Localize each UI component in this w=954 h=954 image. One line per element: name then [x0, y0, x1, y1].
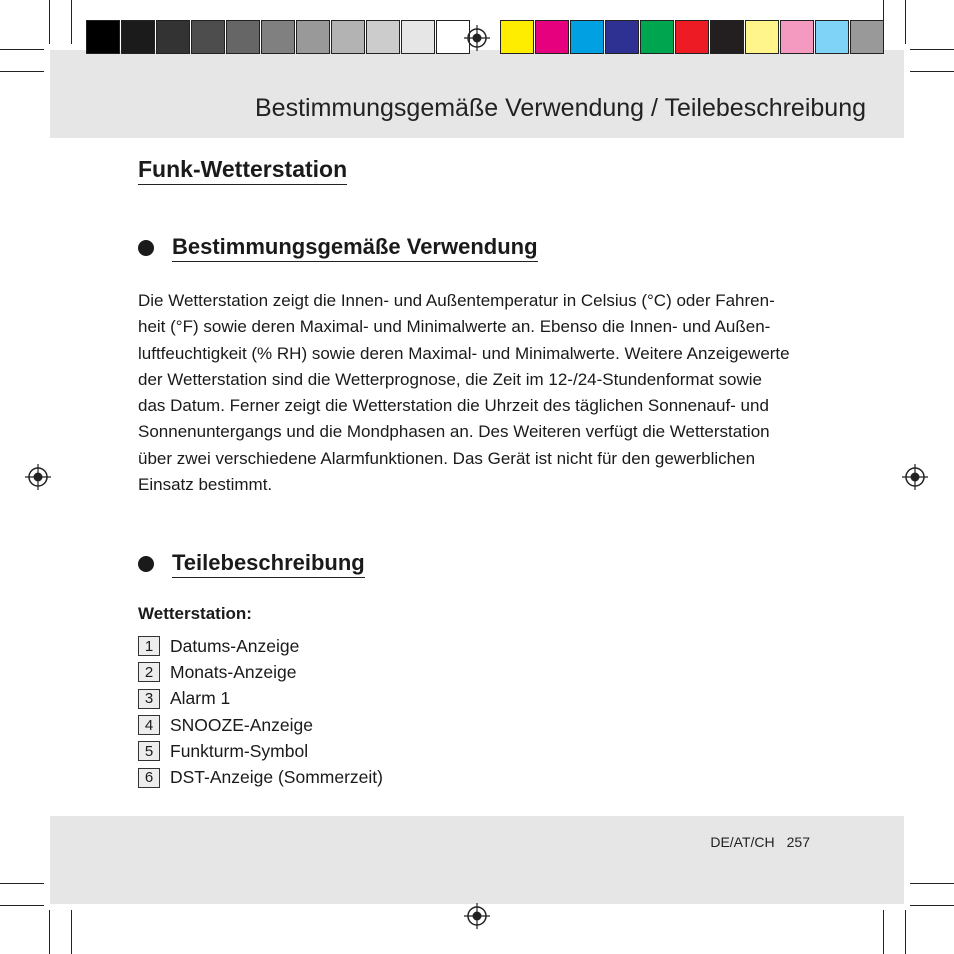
list-item	[138, 712, 383, 738]
color-swatch	[296, 20, 330, 54]
page-number: 257	[786, 834, 810, 850]
crop-mark	[49, 0, 50, 44]
color-swatch	[500, 20, 534, 54]
crop-mark	[0, 49, 44, 50]
color-swatch	[156, 20, 190, 54]
crop-mark	[0, 883, 44, 884]
part-label: DST-Anzeige (Sommerzeit)	[170, 767, 383, 788]
paragraph-line: heit (°F) sowie deren Maximal- und Minimalwerte an. Ebenso die Innen- und Außen-	[138, 317, 771, 337]
part-label: Alarm 1	[170, 688, 231, 709]
crop-mark	[910, 71, 954, 72]
color-swatch	[850, 20, 884, 54]
color-swatch	[535, 20, 569, 54]
page-header-title: Bestimmungsgemäße Verwendung / Teilebeschreibung	[254, 94, 866, 122]
part-label: SNOOZE-Anzeige	[170, 714, 313, 735]
crop-mark	[910, 905, 954, 906]
bullet-icon	[138, 240, 154, 256]
crop-mark	[49, 910, 50, 954]
registration-mark-icon	[464, 25, 490, 51]
color-swatch	[401, 20, 435, 54]
part-number-box: 5	[138, 741, 160, 761]
crop-mark	[883, 910, 884, 954]
color-swatch	[710, 20, 744, 54]
parts-heading-text: Teilebeschreibung	[172, 550, 365, 578]
color-swatch	[191, 20, 225, 54]
color-swatch	[570, 20, 604, 54]
crop-mark	[883, 0, 884, 44]
part-label: Monats-Anzeige	[170, 661, 297, 682]
color-swatch	[121, 20, 155, 54]
parts-list	[138, 633, 383, 791]
color-swatch	[675, 20, 709, 54]
crop-mark	[0, 905, 44, 906]
parts-list-title: Wetterstation:	[138, 604, 252, 623]
list-item	[138, 764, 383, 790]
list-item	[138, 659, 383, 685]
part-label: Datums-Anzeige	[170, 635, 300, 656]
registration-mark-icon	[25, 464, 51, 490]
paragraph-line: der Wetterstation sind die Wetterprognose, die Zeit im 12-/24-Stundenformat sowie	[138, 369, 762, 389]
color-calibration-strip	[500, 20, 885, 54]
color-swatch	[640, 20, 674, 54]
gray-calibration-strip	[86, 20, 471, 54]
part-number-box: 6	[138, 768, 160, 788]
crop-mark	[0, 71, 44, 72]
color-swatch	[366, 20, 400, 54]
color-swatch	[780, 20, 814, 54]
intended-use-heading	[138, 234, 538, 262]
crop-mark	[71, 0, 72, 44]
crop-mark	[910, 49, 954, 50]
crop-mark	[905, 0, 906, 44]
part-label: Funkturm-Symbol	[170, 740, 309, 761]
list-item	[138, 633, 383, 659]
registration-mark-icon	[902, 464, 928, 490]
footer-region: DE/AT/CH	[710, 834, 775, 850]
part-number-box: 2	[138, 662, 160, 682]
color-swatch	[226, 20, 260, 54]
color-swatch	[605, 20, 639, 54]
footer-band	[50, 816, 904, 904]
part-number-box: 3	[138, 689, 160, 709]
color-swatch	[86, 20, 120, 54]
bullet-icon	[138, 556, 154, 572]
paragraph-line: über zwei verschiedene Alarmfunktionen. Das Gerät ist nicht für den gewerblichen	[138, 448, 756, 468]
intended-use-heading-text: Bestimmungsgemäße Verwendung	[172, 234, 538, 262]
list-item	[138, 686, 383, 712]
intended-use-paragraph	[138, 288, 818, 498]
section-title: Funk-Wetterstation	[138, 156, 347, 185]
crop-mark	[910, 883, 954, 884]
paragraph-line: Die Wetterstation zeigt die Innen- und Außentemperatur in Celsius (°C) oder Fahren-	[138, 291, 775, 310]
color-swatch	[331, 20, 365, 54]
part-number-box: 1	[138, 636, 160, 656]
page-footer	[710, 834, 810, 850]
paragraph-line: Einsatz bestimmt.	[138, 475, 273, 495]
paragraph-line: Sonnenuntergangs und die Mondphasen an. Des Weiteren verfügt die Wetterstation	[138, 422, 770, 442]
registration-mark-icon	[464, 903, 490, 929]
color-swatch	[815, 20, 849, 54]
paragraph-line: das Datum. Ferner zeigt die Wetterstation die Uhrzeit des täglichen Sonnenauf- und	[138, 396, 769, 416]
parts-heading	[138, 550, 365, 578]
paragraph-line: luftfeuchtigkeit (% RH) sowie deren Maximal- und Minimalwerte. Weitere Anzeigewerte	[138, 343, 790, 363]
color-swatch	[745, 20, 779, 54]
crop-mark	[905, 910, 906, 954]
color-swatch	[261, 20, 295, 54]
crop-mark	[71, 910, 72, 954]
list-item	[138, 738, 383, 764]
part-number-box: 4	[138, 715, 160, 735]
